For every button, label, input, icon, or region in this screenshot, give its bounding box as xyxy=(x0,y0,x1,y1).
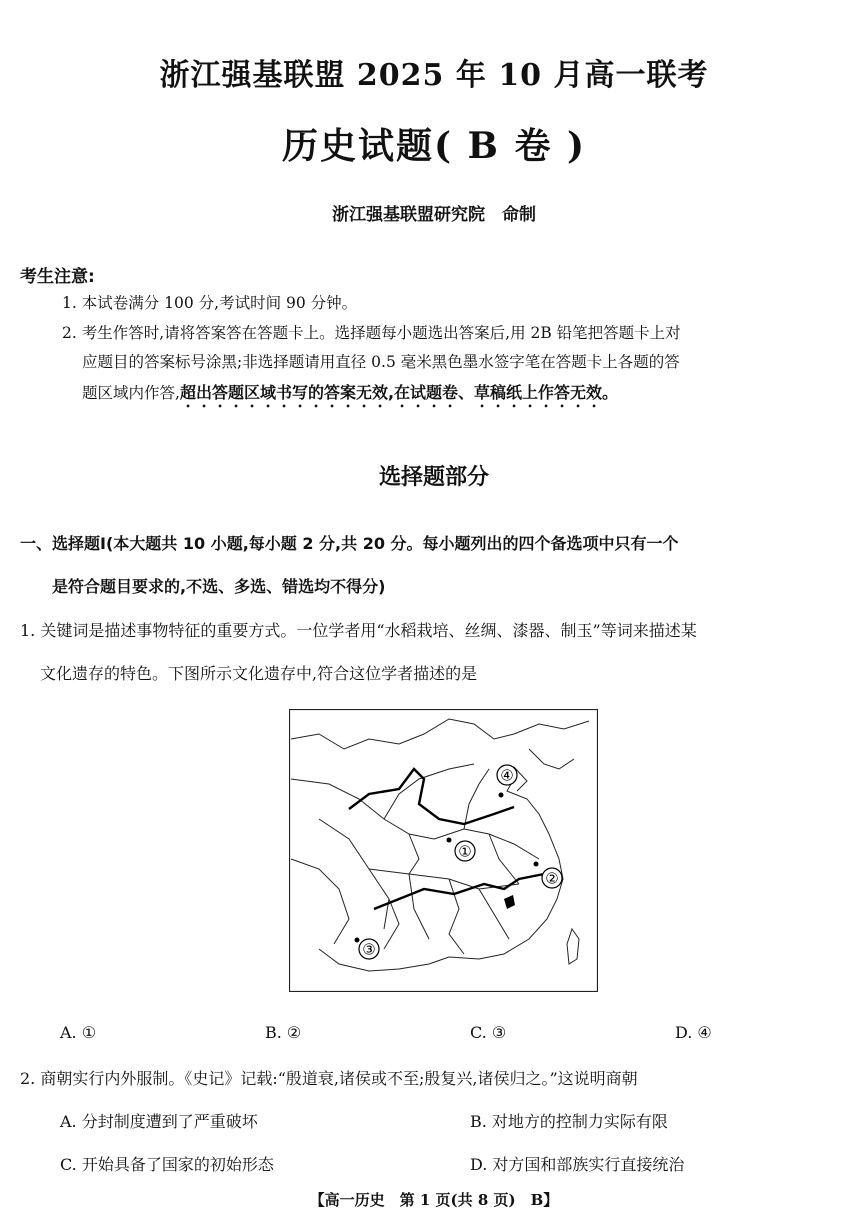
q2-option-a[interactable]: A. 分封制度遭到了严重破坏 xyxy=(60,1112,258,1131)
notice-item-2-line-2: 应题目的答案标号涂黑;非选择题请用直径 0.5 毫米黑色墨水签字笔在答题卡上各题的答 xyxy=(82,353,680,371)
notice-item-2-line-3-text: 题区域内作答, xyxy=(82,384,180,402)
q2-option-c[interactable]: C. 开始具备了国家的初始形态 xyxy=(60,1155,274,1174)
part1-desc-line-1: (本大题共 10 小题,每小题 2 分,共 20 分。每小题列出的四个备选项中只有一个 xyxy=(105,534,679,553)
part1-heading-line xyxy=(20,531,860,554)
map-marker-2 xyxy=(542,868,562,888)
notice-item-2-line-3 xyxy=(82,377,852,411)
q1-option-c[interactable]: C. ③ xyxy=(470,1023,507,1042)
publisher-line: 浙江强基联盟研究院 命制 xyxy=(332,205,536,225)
map-marker-4 xyxy=(497,765,517,785)
q2-option-b[interactable]: B. 对地方的控制力实际有限 xyxy=(470,1112,668,1131)
q1-option-a[interactable]: A. ① xyxy=(60,1023,97,1042)
q1-map-figure xyxy=(289,709,598,992)
map-marker-3 xyxy=(359,939,379,959)
notice-heading: 考生注意: xyxy=(20,267,95,287)
q1-stem-line-1: 1. 关键词是描述事物特征的重要方式。一位学者用“水稻栽培、丝绸、漆器、制玉”等词来描述某 xyxy=(20,621,697,640)
map-label-1: ① xyxy=(458,842,472,861)
notice-item-2-line-1: 2. 考生作答时,请将答案答在答题卡上。选择题每小题选出答案后,用 2B 铅笔把答题卡上对 xyxy=(62,324,681,342)
notice-emphasis-text: 超出答题区域书写的答案无效,在试题卷、草稿纸上作答无效。 xyxy=(179,383,619,402)
q2-option-d[interactable]: D. 对方国和部族实行直接统治 xyxy=(470,1155,685,1174)
map-marker-1 xyxy=(455,841,475,861)
map-label-4: ④ xyxy=(500,766,514,785)
page-footer: 【高一历史 第 1 页(共 8 页) B】 xyxy=(309,1191,559,1209)
part1-heading: 一、选择题Ⅰ xyxy=(20,534,106,553)
map-label-2: ② xyxy=(545,869,559,888)
part1-desc-line-2: 是符合题目要求的,不选、多选、错选均不得分) xyxy=(52,577,386,596)
exam-subtitle: 历史试题( B 卷 ) xyxy=(281,125,587,167)
exam-title: 浙江强基联盟 2025 年 10 月高一联考 xyxy=(159,58,709,93)
q1-stem-line-2: 文化遗存的特色。下图所示文化遗存中,符合这位学者描述的是 xyxy=(40,664,478,683)
q1-option-d[interactable]: D. ④ xyxy=(675,1023,712,1042)
map-label-3: ③ xyxy=(362,940,376,959)
q1-option-b[interactable]: B. ② xyxy=(265,1023,302,1042)
q2-stem: 2. 商朝实行内外服制。《史记》记载:“殷道衰,诸侯或不至;殷复兴,诸侯归之。”这说明商朝 xyxy=(20,1069,638,1088)
notice-item-1: 1. 本试卷满分 100 分,考试时间 90 分钟。 xyxy=(62,294,358,312)
section-title: 选择题部分 xyxy=(378,465,489,490)
